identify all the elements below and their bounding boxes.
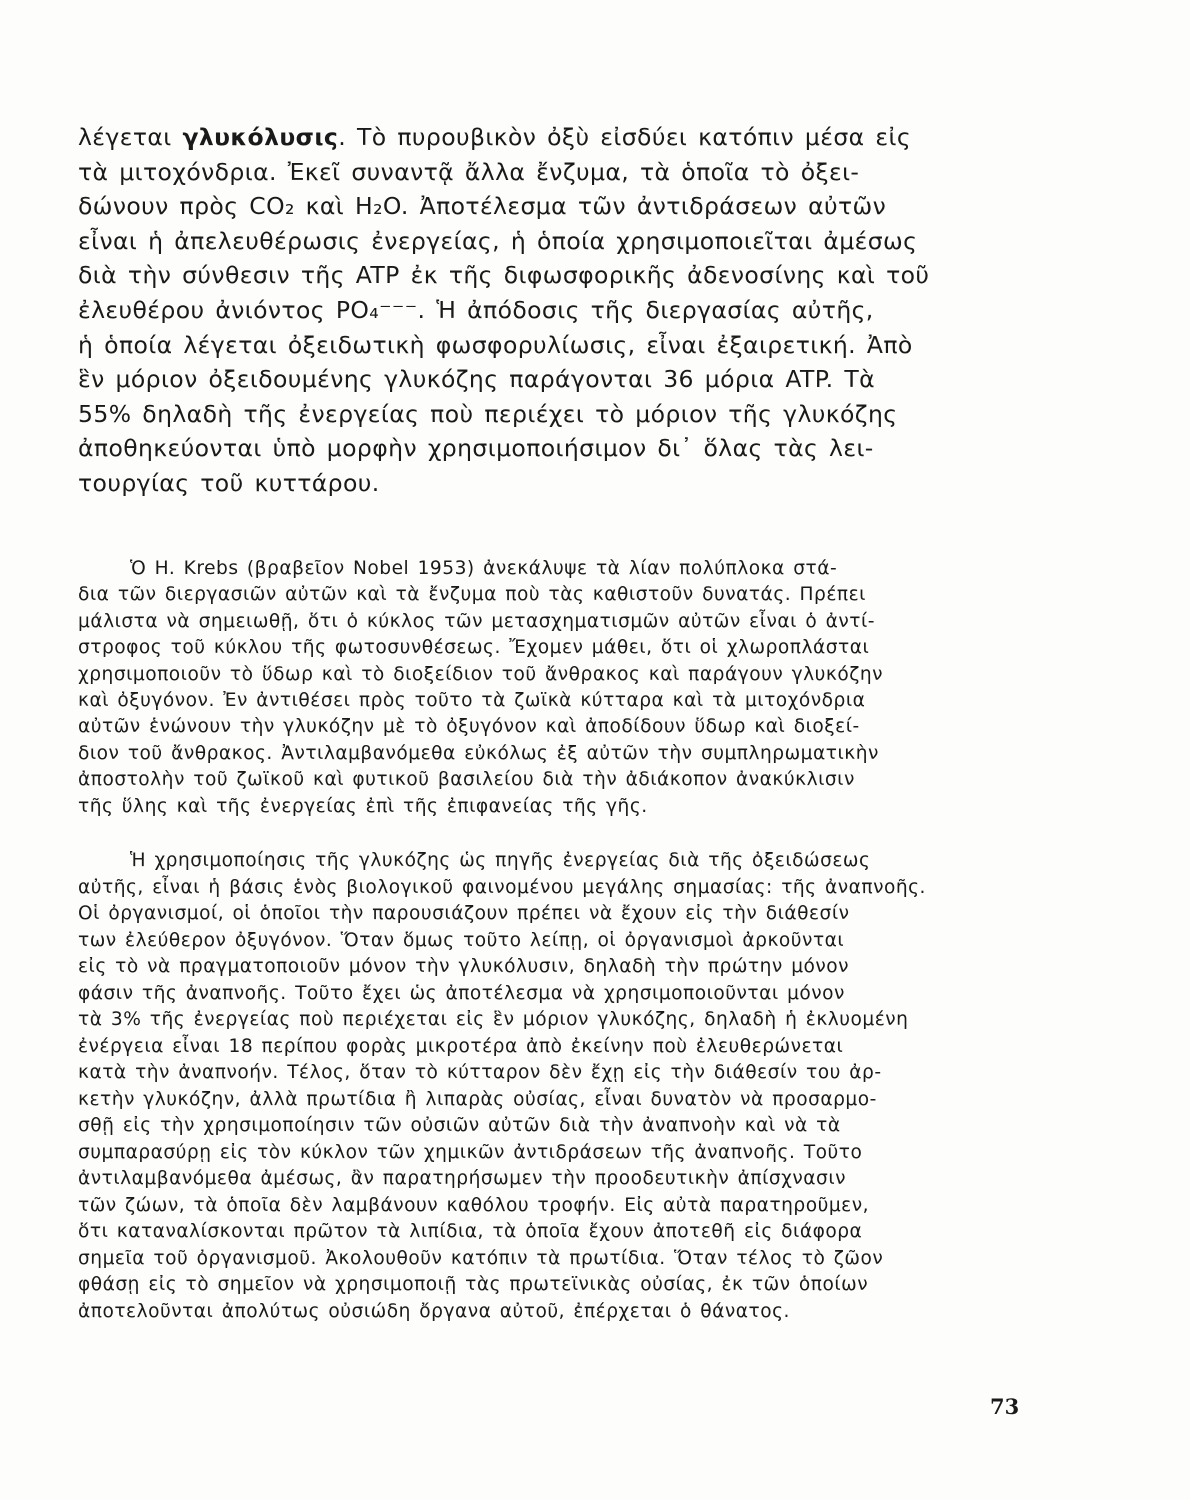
text-line: ἀποθηκεύονται ὑπὸ μορφὴν χρησιμοποιήσιμον δι᾽ ὅλας τὰς λει- [78, 434, 874, 463]
text-line: μάλιστα νὰ σημειωθῇ, ὅτι ὁ κύκλος τῶν μετασχηματισμῶν αὐτῶν εἶναι ὁ ἀντί- [78, 610, 875, 632]
text-line: δώνουν πρὸς CO₂ καὶ H₂O. Ἀποτέλεσμα τῶν ἀντιδράσεων αὐτῶν [78, 192, 887, 221]
text-line: λέγεται γλυκόλυσις. Τὸ πυρουβικὸν ὀξὺ εἰσδύει κατόπιν μέσα εἰς [78, 123, 912, 151]
text-line: σθῇ εἰς τὴν χρησιμοποίησιν τῶν οὐσιῶν αὐτῶν διὰ τὴν ἀναπνοὴν καὶ νὰ τὰ [78, 1115, 841, 1136]
text-line: ἀποτελοῦνται ἀπολύτως οὐσιώδη ὄργανα αὐτοῦ, ἐπέρχεται ὁ θάνατος. [78, 1300, 790, 1322]
emphasized-term: γλυκόλυσις [182, 123, 339, 151]
text-line: κετὴν γλυκόζην, ἀλλὰ πρωτίδια ἢ λιπαρὰς οὐσίας, εἶναι δυνατὸν νὰ προσαρμο- [78, 1088, 877, 1110]
text-line: εἰς τὸ νὰ πραγματοποιοῦν μόνον τὴν γλυκόλυσιν, δηλαδὴ τὴν πρώτην μόνον [78, 956, 850, 977]
paragraph-3 [78, 848, 1038, 1325]
text-line: φάσιν τῆς ἀναπνοῆς. Τοῦτο ἔχει ὡς ἀποτέλεσμα νὰ χρησιμοποιοῦνται μόνον [78, 982, 845, 1004]
text-line: τὰ 3% τῆς ἐνεργείας ποὺ περιέχεται εἰς ἓν μόριον γλυκόζης, δηλαδὴ ἡ ἐκλυομένη [78, 1009, 909, 1030]
text-line: καὶ ὀξυγόνον. Ἐν ἀντιθέσει πρὸς τοῦτο τὰ ζωϊκὰ κύτταρα καὶ τὰ μιτοχόνδρια [78, 689, 866, 711]
text-line: δια τῶν διεργασιῶν αὐτῶν καὶ τὰ ἔνζυμα ποὺ τὰς καθιστοῦν δυνατάς. Πρέπει [78, 584, 866, 606]
text-line: χρησιμοποιοῦν τὸ ὕδωρ καὶ τὸ διοξείδιον τοῦ ἄνθρακος καὶ παράγουν γλυκόζην [78, 663, 884, 685]
page-number: 73 [990, 1394, 1020, 1419]
text-line: τῆς ὕλης καὶ τῆς ἐνεργείας ἐπὶ τῆς ἐπιφανείας τῆς γῆς. [78, 795, 648, 817]
text-line: διὰ τὴν σύνθεσιν τῆς ATP ἐκ τῆς διφωσφορικῆς ἀδενοσίνης καὶ τοῦ [78, 261, 930, 290]
text-line: τῶν ζώων, τὰ ὁποῖα δὲν λαμβάνουν καθόλου τροφήν. Εἰς αὐτὰ παρατηροῦμεν, [78, 1194, 870, 1216]
text-line: ἀποστολὴν τοῦ ζωϊκοῦ καὶ φυτικοῦ βασιλείου διὰ τὴν ἀδιάκοπον ἀνακύκλισιν [78, 769, 855, 791]
paragraph-1 [78, 120, 1038, 501]
text-line: αὐτῆς, εἶναι ἡ βάσις ἑνὸς βιολογικοῦ φαινομένου μεγάλης σημασίας: τῆς ἀναπνοῆς. [78, 876, 926, 898]
text-line: Ἡ χρησιμοποίησις τῆς γλυκόζης ὡς πηγῆς ἐνεργείας διὰ τῆς ὀξειδώσεως [130, 850, 871, 871]
text-line: συμπαρασύρῃ εἰς τὸν κύκλον τῶν χημικῶν ἀντιδράσεων τῆς ἀναπνοῆς. Τοῦτο [78, 1141, 863, 1163]
paragraph-2 [78, 556, 1038, 820]
text-line: αὐτῶν ἑνώνουν τὴν γλυκόζην μὲ τὸ ὀξυγόνον καὶ ἀποδίδουν ὕδωρ καὶ διοξεί- [78, 716, 860, 738]
text-line: ὅτι καταναλίσκονται πρῶτον τὰ λιπίδια, τὰ ὁποῖα ἔχουν ἀποτεθῆ εἰς διάφορα [78, 1221, 863, 1242]
text-line: ἓν μόριον ὀξειδουμένης γλυκόζης παράγονται 36 μόρια ATP. Τὰ [78, 365, 876, 394]
text-line: ἀντιλαμβανόμεθα ἀμέσως, ἂν παρατηρήσωμεν τὴν προοδευτικὴν ἀπίσχνασιν [78, 1168, 847, 1189]
text-line: Οἱ ὀργανισμοί, οἱ ὁποῖοι τὴν παρουσιάζουν πρέπει νὰ ἔχουν εἰς τὴν διάθεσίν [78, 903, 850, 924]
text-line: ἡ ὁποία λέγεται ὀξειδωτικὴ φωσφορυλίωσις, εἶναι ἐξαιρετική. Ἀπὸ [78, 330, 913, 359]
text-line: ἐλευθέρου ἀνιόντος PO₄⁻⁻⁻. Ἡ ἀπόδοσις τῆς διεργασίας αὐτῆς, [78, 295, 874, 324]
text-line: των ἐλεύθερον ὀξυγόνον. Ὅταν ὅμως τοῦτο λείπῃ, οἱ ὀργανισμοὶ ἀρκοῦνται [78, 929, 845, 951]
text-line: φθάσῃ εἰς τὸ σημεῖον νὰ χρησιμοποιῇ τὰς πρωτεϊνικὰς οὐσίας, ἐκ τῶν ὁποίων [78, 1274, 869, 1295]
text-line: σημεῖα τοῦ ὀργανισμοῦ. Ἀκολουθοῦν κατόπιν τὰ πρωτίδια. Ὅταν τέλος τὸ ζῶον [78, 1247, 884, 1269]
text-line: ἐνέργεια εἶναι 18 περίπου φορὰς μικροτέρα ἀπὸ ἐκείνην ποὺ ἐλευθερώνεται [78, 1035, 844, 1057]
text-line: τουργίας τοῦ κυττάρου. [78, 468, 380, 497]
text-line: διον τοῦ ἄνθρακος. Ἀντιλαμβανόμεθα εὐκόλως ἐξ αὐτῶν τὴν συμπληρωματικὴν [78, 742, 879, 764]
text-line: κατὰ τὴν ἀναπνοήν. Τέλος, ὅταν τὸ κύτταρον δὲν ἔχῃ εἰς τὴν διάθεσίν του ἀρ- [78, 1062, 882, 1083]
text-line: 55% δηλαδὴ τῆς ἐνεργείας ποὺ περιέχει τὸ μόριον τῆς γλυκόζης [78, 399, 898, 428]
text-line: στροφος τοῦ κύκλου τῆς φωτοσυνθέσεως. Ἔχομεν μάθει, ὅτι οἱ χλωροπλάσται [78, 637, 870, 659]
text-line: εἶναι ἡ ἀπελευθέρωσις ἐνεργείας, ἡ ὁποία χρησιμοποιεῖται ἀμέσως [78, 226, 918, 255]
text-line: τὰ μιτοχόνδρια. Ἐκεῖ συναντᾷ ἄλλα ἔνζυμα, τὰ ὁποῖα τὸ ὀξει- [78, 157, 860, 186]
text-line: Ὁ H. Krebs (βραβεῖον Nobel 1953) ἀνεκάλυψε τὰ λίαν πολύπλοκα στά- [130, 558, 838, 579]
